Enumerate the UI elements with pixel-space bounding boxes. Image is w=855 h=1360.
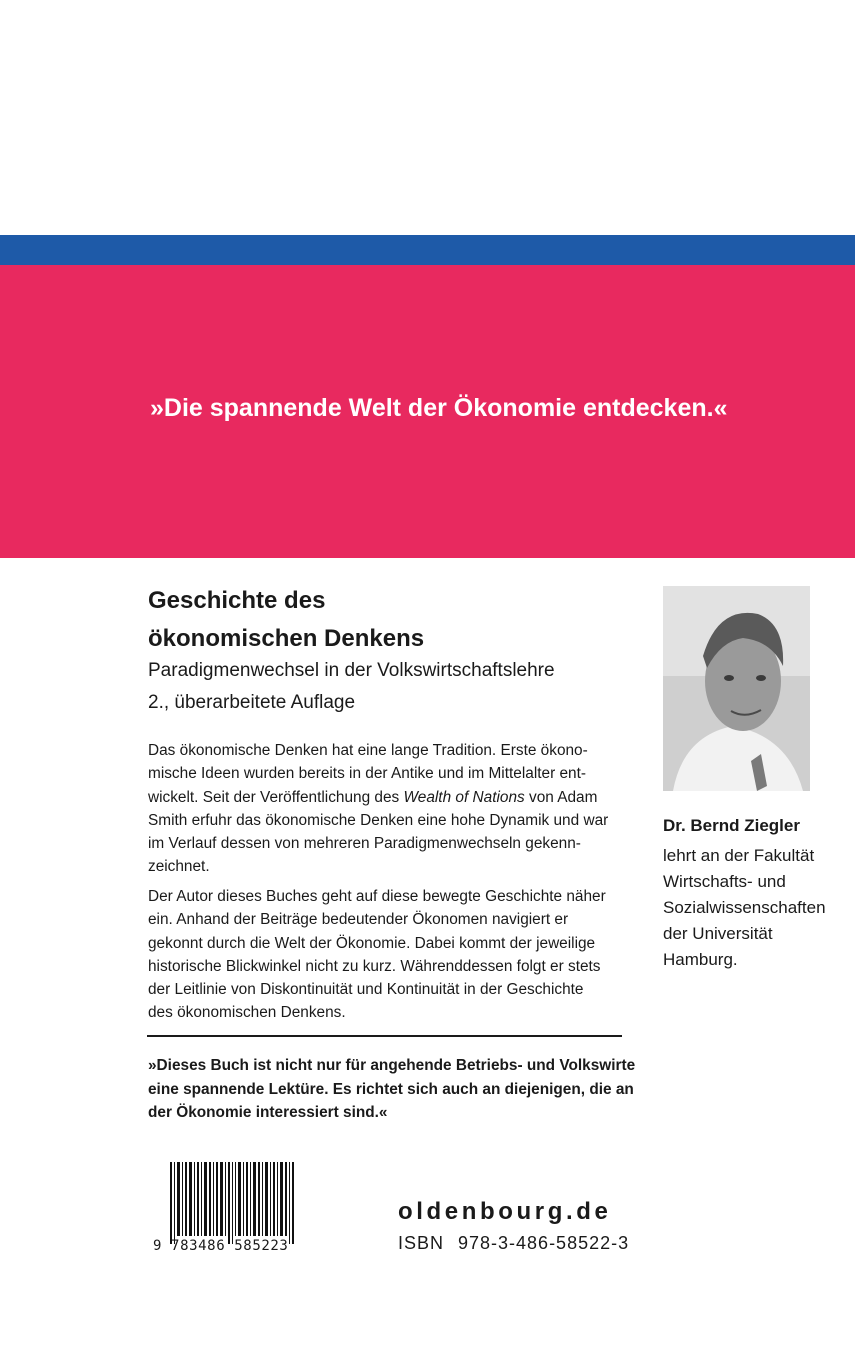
text-line: ein. Anhand der Beiträge bedeutender Ökonomen navigiert er (148, 911, 569, 929)
isbn-number: 978-3-486-58522-3 (458, 1233, 630, 1253)
author-name: Dr. Bernd Ziegler (663, 816, 800, 835)
text-line: historische Blickwinkel nicht zu kurz. Währenddessen folgt er stets (148, 957, 601, 975)
author-portrait-illustration (663, 586, 810, 791)
text-line (148, 786, 618, 809)
text-line: Der Autor dieses Buches geht auf diese bewegte Geschichte näher (148, 888, 606, 905)
author-photo (663, 586, 810, 791)
author-bio (663, 843, 826, 973)
barcode-digits: 9 783486 585223 (153, 1238, 289, 1254)
book-reference: Wealth of Nations (403, 788, 525, 806)
quote-line: »Dieses Buch ist nicht nur für angehende Betriebs- und Volkswirte (148, 1057, 636, 1074)
text-fragment: von Adam (524, 788, 598, 806)
book-title (148, 582, 424, 658)
bio-line: lehrt an der Fakultät (663, 846, 815, 865)
divider (147, 1035, 622, 1037)
bio-line: der Universität (663, 924, 773, 943)
book-subtitle: Paradigmenwechsel in der Volkswirtschaftslehre (148, 660, 555, 681)
bio-line: Hamburg. (663, 950, 738, 969)
text-line: im Verlauf dessen von mehreren Paradigmenwechseln gekenn- (148, 835, 581, 853)
text-line: Das ökonomische Denken hat eine lange Tradition. Erste ökono- (148, 742, 588, 759)
text-fragment: wickelt. Seit der Veröffentlichung des (148, 788, 404, 806)
book-title-line1: Geschichte des (148, 587, 326, 614)
quote-line: eine spannende Lektüre. Es richtet sich auch an diejenigen, die an (148, 1080, 634, 1098)
description-paragraph-1 (148, 739, 618, 879)
text-line: zeichnet. (148, 858, 210, 876)
text-line: mische Ideen wurden bereits in der Antike und im Mittelalter ent- (148, 765, 586, 783)
book-quote (148, 1054, 636, 1125)
publisher-website: oldenbourg.de (398, 1198, 612, 1225)
book-edition: 2., überarbeitete Auflage (148, 692, 356, 713)
tagline: »Die spannende Welt der Ökonomie entdecken.« (150, 394, 728, 422)
text-line: der Leitlinie von Diskontinuität und Kontinuität in der Geschichte (148, 981, 584, 999)
bio-line: Sozialwissenschaften (663, 898, 826, 917)
isbn-barcode (153, 1162, 313, 1258)
text-line: Smith erfuhr das ökonomische Denken eine hohe Dynamik und war (148, 811, 609, 829)
bio-line: Wirtschafts- und (663, 872, 786, 891)
book-title-line2: ökonomischen Denkens (148, 625, 425, 652)
description-paragraph-2 (148, 885, 618, 1025)
text-line: des ökonomischen Denkens. (148, 1004, 346, 1022)
isbn-label: ISBN (398, 1233, 445, 1253)
quote-line: der Ökonomie interessiert sind.« (148, 1104, 388, 1121)
text-line: gekonnt durch die Welt der Ökonomie. Dabei kommt der jeweilige (148, 934, 596, 952)
blue-stripe (0, 235, 855, 265)
